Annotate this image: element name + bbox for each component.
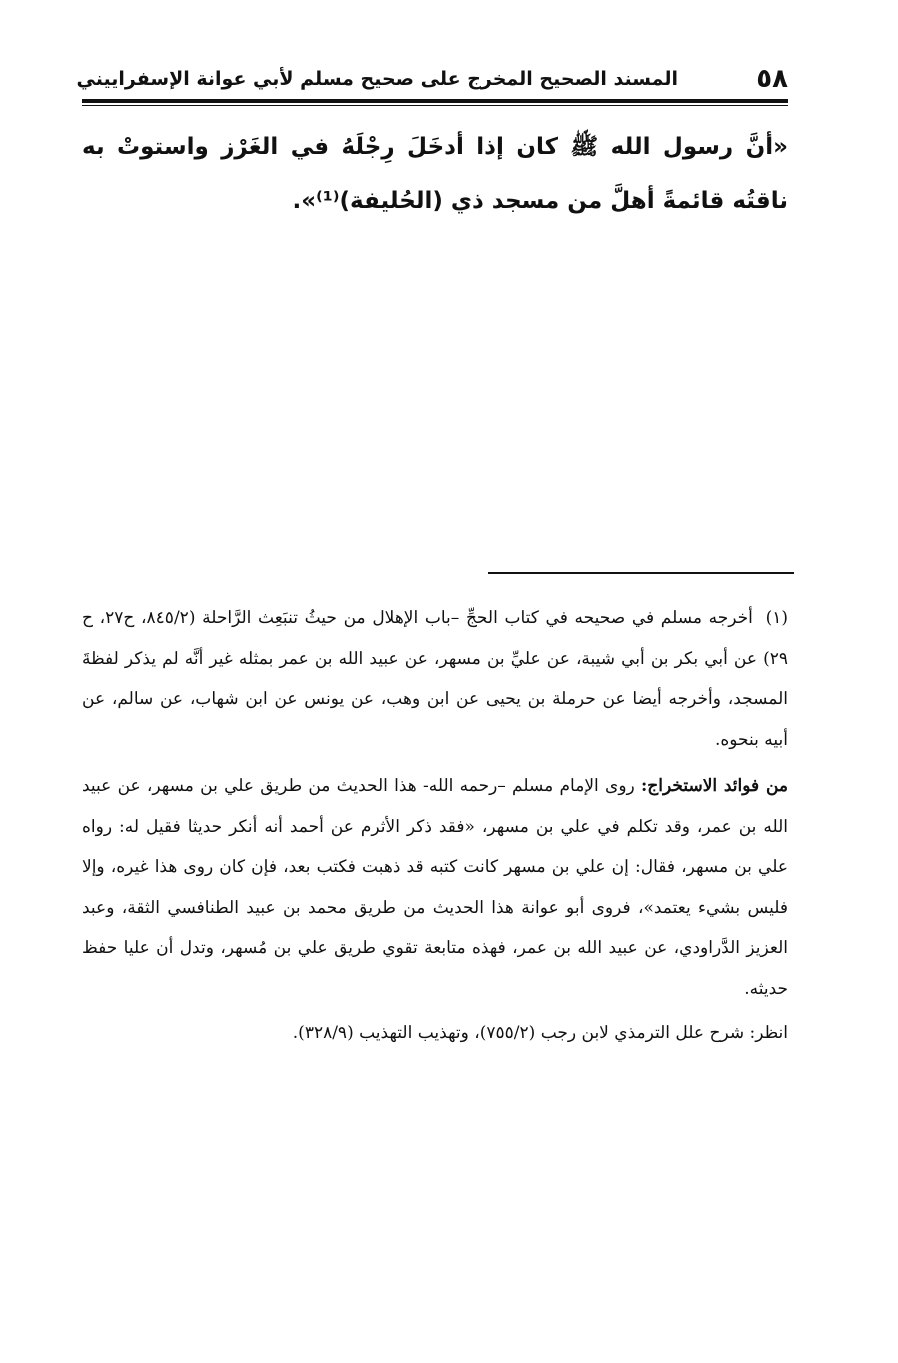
see-also-reference: انظر: شرح علل الترمذي لابن رجب (٧٥٥/٢)، وتهذيب التهذيب (٣٢٨/٩). [292,1023,788,1043]
page-header [76,62,788,96]
header-rule-thick [82,99,788,103]
running-title: المسند الصحيح المخرج على صحيح مسلم لأبي عوانة الإسفراييني [76,68,678,90]
extraction-benefits-text: روى الإمام مسلم –رحمه الله- هذا الحديث من طريق علي بن مسهر، عن عبيد الله بن عمر، وقد تكلم في علي بن مسهر، «فقد ذكر الأثرم عن أحمد أنه أنكر حديثا فقيل له: رواه علي بن مسهر، فقال: إن علي بن مسهر كانت كتبه قد ذهبت فكتب بعد، فإن كان روى هذا غيره، وإلا فليس بشيء يعتمد»، فروى أبو عوانة هذا الحديث من طريق محمد بن عبيد الطنافسي الثقة، وعبد العزيز الدَّراودي، عن عبيد الله بن عمر، فهذه متابعة تقوي طريق علي بن مُسهر، وتدل أن عليا حفظ حديثه. [82,776,788,999]
extraction-benefits [82,766,788,1009]
footnote-1 [82,598,788,760]
hadith-text: «أنَّ رسول الله ﷺ كان إذا أدخَلَ رِجْلَهُ في الغَرْز واستوتْ به ناقتُه قائمةً أهلَّ من مسجد ذي (الحُليفة)⁽¹⁾». [82,134,788,214]
footnote-1-text: أخرجه مسلم في صحيحه في كتاب الحجِّ –باب الإهلال من حيثُ تنبَعِث الرَّاحلة (٨٤٥/٢، ح٢٧، ح ٢٩) عن أبي بكر بن أبي شيبة، عن عليِّ بن مسهر، عن عبيد الله بن عمر بمثله غير أنَّه لم يذكر لفظةَ المسجد، وأخرجه أيضا عن حرملة بن يحيى عن ابن وهب، عن يونس عن ابن شهاب، عن سالم، عن أبيه بنحوه. [82,608,788,750]
extraction-benefits-heading: من فوائد الاستخراج: [641,776,788,796]
footnotes [82,598,788,1054]
footnote-1-marker: (١) [765,608,788,628]
page-number: ٥٨ [756,64,788,94]
header-rule-thin [82,105,788,106]
footnote-separator [488,572,794,574]
